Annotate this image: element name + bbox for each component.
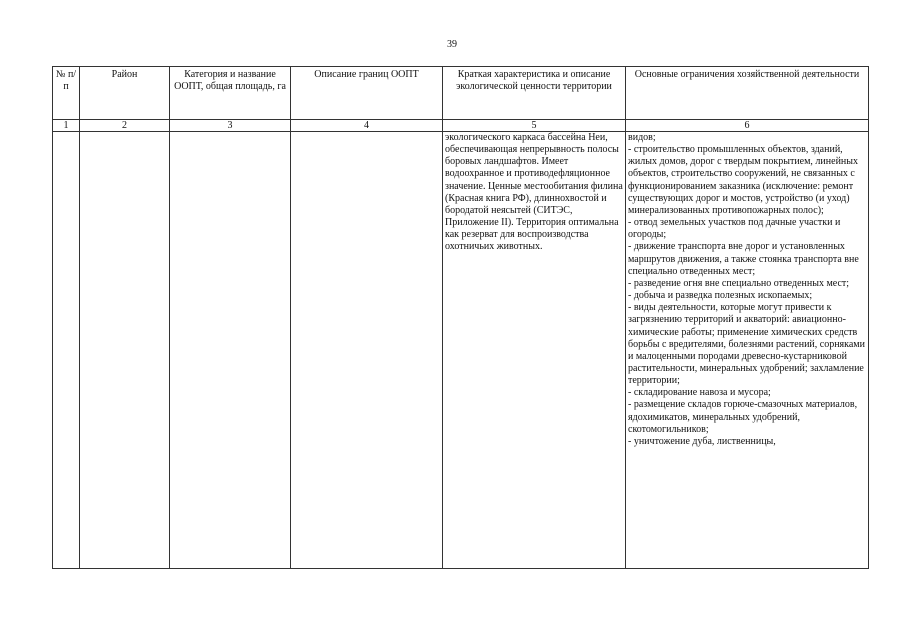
restriction-item: - размещение складов горюче-смазочных материалов, ядохимикатов, минеральных удобрений, скотомогильников;	[628, 399, 858, 435]
restriction-item: - уничтожение дуба, лиственницы,	[628, 435, 776, 447]
column-number: 1	[53, 120, 80, 132]
header-cell-boundaries: Описание границ ООПТ	[291, 67, 443, 120]
table-row	[53, 132, 869, 569]
restriction-item: - добыча и разведка полезных ископаемых;	[628, 290, 813, 302]
restriction-item: - виды деятельности, которые могут привести к загрязнению территорий и акваторий: авиационно-химические работы; применение химических средств борьбы с вредителями, болезнями растений, сорняками и малоценными породами древесно-кустарниковой растительности, минеральных удобрений; захламление территории;	[628, 302, 865, 387]
header-cell-characteristics: Краткая характеристика и описание экологической ценности территории	[443, 67, 626, 120]
protected-areas-table	[52, 66, 869, 569]
restriction-item: - движение транспорта вне дорог и установленных маршрутов движения, а также стоянка транспорта вне специально отведенных мест;	[628, 241, 859, 277]
cell-restrictions	[626, 132, 869, 569]
restriction-item: - разведение огня вне специально отведенных мест;	[628, 277, 850, 289]
column-number: 6	[626, 120, 869, 132]
restriction-item: видов;	[628, 132, 656, 143]
column-number: 5	[443, 120, 626, 132]
characteristics-text: экологического каркаса бассейна Неи, обеспечивающая непрерывность полосы боровых ландшафтов. Имеет водоохранное и противодефляционное значение. Ценные местообитания филина (Красная книга РФ), длиннохвостой и бородатой неясытей (СИТЭС, Приложение II). Территория оптимальна как резерват для воспроизводства охотничьих животных.	[445, 132, 623, 253]
header-cell-category: Категория и название ООПТ, общая площадь, га	[170, 67, 291, 120]
column-number: 4	[291, 120, 443, 132]
header-cell-restrictions: Основные ограничения хозяйственной деятельности	[626, 67, 869, 120]
restriction-item: - складирование навоза и мусора;	[628, 387, 771, 399]
header-cell-number: № п/п	[53, 67, 80, 120]
restriction-item: - строительство промышленных объектов, зданий, жилых домов, дорог с твердым покрытием, линейных объектов, строительство сооружений, не связанных с функционированием заказника (исключение: ремонт существующих дорог и мостов, устройство (и уход) минерализованных противопожарных полос);	[628, 144, 858, 216]
column-number: 2	[80, 120, 170, 132]
restriction-item: - отвод земельных участков под дачные участки и огороды;	[628, 217, 841, 241]
cell-district	[80, 132, 170, 569]
cell-characteristics	[443, 132, 626, 569]
header-cell-district: Район	[80, 67, 170, 120]
cell-number	[53, 132, 80, 569]
cell-boundaries	[291, 132, 443, 569]
cell-category	[170, 132, 291, 569]
column-number: 3	[170, 120, 291, 132]
page-number: 39	[447, 39, 457, 50]
column-number-row	[53, 120, 869, 132]
header-row	[53, 67, 869, 120]
